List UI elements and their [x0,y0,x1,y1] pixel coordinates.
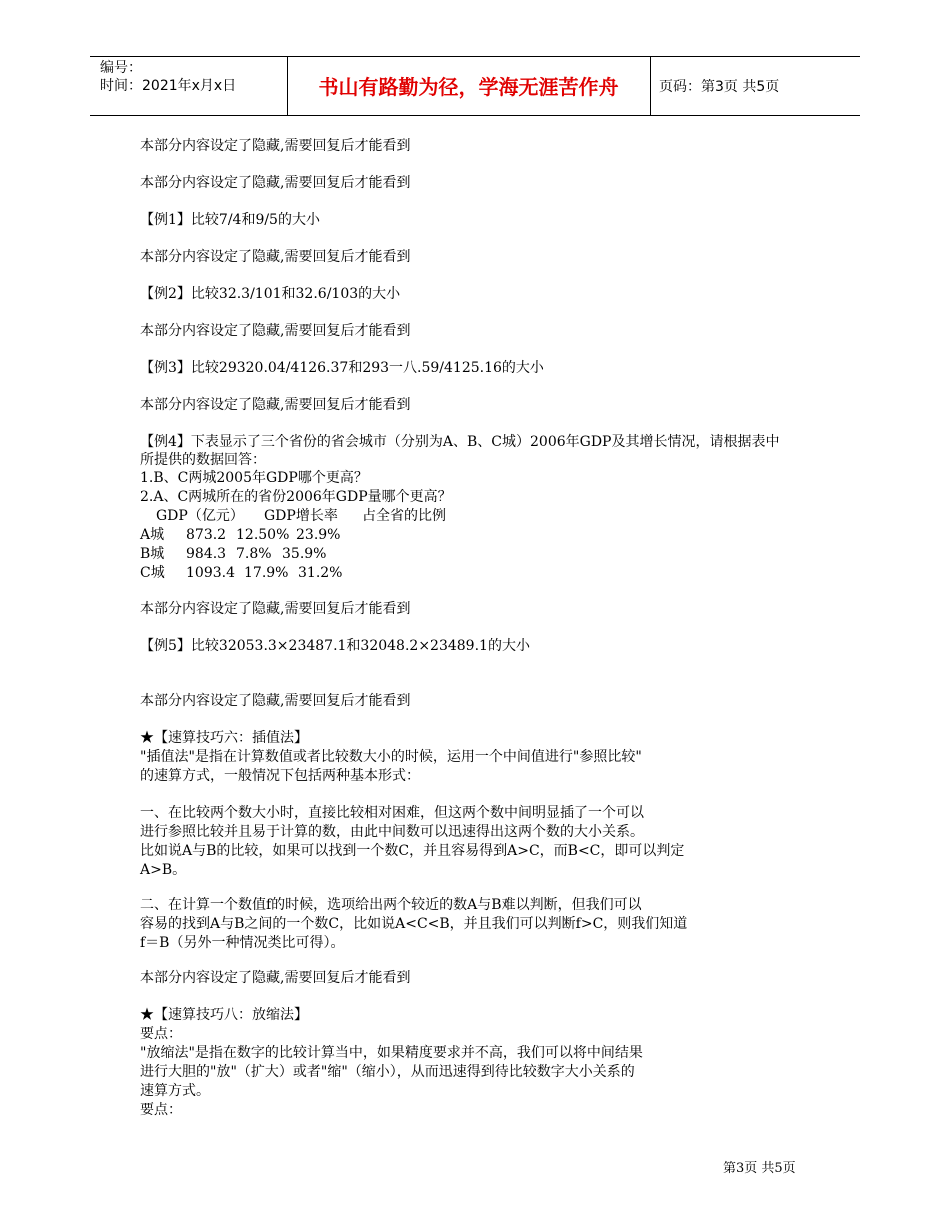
header-meta [100,59,236,95]
tip-8-line-2: 进行大胆的"放"（扩大）或者"缩"（缩小），从而迅速得到待比较数字大小关系的 [140,1064,635,1080]
footer-page-info: 第3页 共5页 [723,1161,796,1176]
tip-8-key-points: 要点： [140,1026,182,1042]
header-bottom-rule [90,115,860,116]
hidden-notice: 本部分内容设定了隐藏,需要回复后才能看到 [140,138,411,154]
example-3: 【例3】比较29320.04/4126.37和293一八.59/4125.16的大小 [140,360,544,376]
header-page-info: 页码：第3页 共5页 [659,79,780,95]
tip-6-form-2-line-1: 二、在计算一个数值f的时候，选项给出两个较近的数A与B难以判断，但我们可以 [140,897,642,913]
table-row-city: C城 [140,565,165,581]
tip-6-line-2: 的速算方式，一般情况下包括两种基本形式： [140,768,420,784]
example-4-line-2: 所提供的数据回答： [140,452,266,468]
tip-6-form-1-line-3: 比如说A与B的比较，如果可以找到一个数C，并且容易得到A>C，而B<C，即可以判定 [140,843,685,859]
table-cell-gdp: 984.3 [186,546,227,562]
hidden-notice: 本部分内容设定了隐藏,需要回复后才能看到 [140,175,411,191]
tip-6-form-2-line-3: f＝B（另外一种情况类比可得）。 [140,935,345,951]
tip-6-form-1-line-1: 一、在比较两个数大小时，直接比较相对困难，但这两个数中间明显插了一个可以 [140,805,644,821]
table-header-share: 占全省的比例 [362,508,446,524]
table-header-growth: GDP增长率 [264,508,338,524]
tip-6-title: ★【速算技巧六：插值法】 [140,730,308,746]
tip-8-line-3: 速算方式。 [140,1083,210,1099]
hidden-notice: 本部分内容设定了隐藏,需要回复后才能看到 [140,970,411,986]
table-cell-growth: 17.9% [244,565,289,581]
table-cell-share: 31.2% [298,565,343,581]
table-row-city: B城 [140,546,165,562]
table-cell-gdp: 1093.4 [186,565,235,581]
header-slogan: 书山有路勤为径，学海无涯苦作舟 [318,75,619,99]
hidden-notice: 本部分内容设定了隐藏,需要回复后才能看到 [140,397,411,413]
hidden-notice: 本部分内容设定了隐藏,需要回复后才能看到 [140,693,411,709]
tip-8-key-points: 要点： [140,1102,182,1118]
header-number-label: 编号： [100,60,142,76]
hidden-notice: 本部分内容设定了隐藏,需要回复后才能看到 [140,601,411,617]
tip-6-form-1-line-2: 进行参照比较并且易于计算的数，由此中间数可以迅速得出这两个数的大小关系。 [140,824,644,840]
tip-6-line-1: "插值法"是指在计算数值或者比较数大小的时候，运用一个中间值进行"参照比较" [140,749,642,765]
header-divider-right [650,56,651,115]
tip-6-form-1-line-4: A>B。 [140,862,187,878]
hidden-notice: 本部分内容设定了隐藏,需要回复后才能看到 [140,249,411,265]
tip-8-title: ★【速算技巧八：放缩法】 [140,1007,308,1023]
table-cell-growth: 12.50% [236,527,290,543]
hidden-notice: 本部分内容设定了隐藏,需要回复后才能看到 [140,323,411,339]
table-header-gdp: GDP（亿元） [156,508,244,524]
example-5: 【例5】比较32053.3×23487.1和32048.2×23489.1的大小 [140,638,530,654]
header-time-label: 时间：2021年x月x日 [100,78,237,94]
table-cell-share: 23.9% [296,527,341,543]
example-2: 【例2】比较32.3/101和32.6/103的大小 [140,286,401,302]
table-row-city: A城 [140,527,165,543]
table-cell-share: 35.9% [282,546,327,562]
example-4-question-2: 2.A、C两城所在的省份2006年GDP量哪个更高？ [140,489,452,505]
table-cell-growth: 7.8% [236,546,272,562]
tip-6-form-2-line-2: 容易的找到A与B之间的一个数C，比如说A<C<B，并且我们可以判断f>C，则我们知道 [140,916,688,932]
tip-8-line-1: "放缩法"是指在数字的比较计算当中，如果精度要求并不高，我们可以将中间结果 [140,1045,643,1061]
example-1: 【例1】比较7/4和9/5的大小 [140,212,320,228]
table-cell-gdp: 873.2 [186,527,227,543]
example-4-line-1: 【例4】下表显示了三个省份的省会城市（分别为A、B、C城）2006年GDP及其增长情况，请根据表中 [140,434,780,450]
example-4-question-1: 1.B、C两城2005年GDP哪个更高？ [140,470,368,486]
